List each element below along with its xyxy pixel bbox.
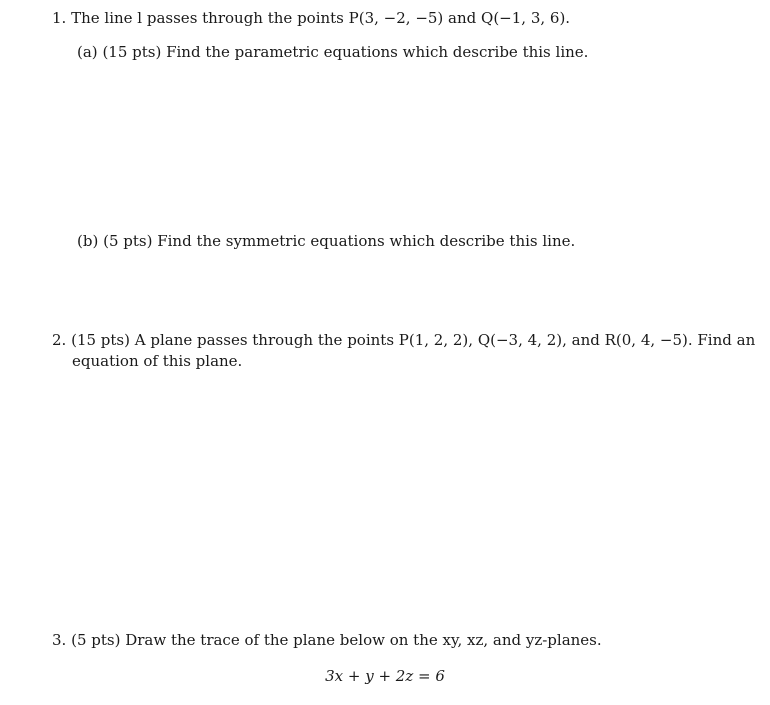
problem-1a-label: (a) [77, 43, 98, 61]
problem-1a-text: (15 pts) Find the parametric equations which describe this line. [102, 43, 589, 61]
problem-1-line [52, 8, 570, 28]
problem-1-text: The line l passes through the points P(3, −2, −5) and Q(−1, 3, 6). [71, 9, 571, 27]
problem-2-text-1: (15 pts) A plane passes through the points P(1, 2, 2), Q(−3, 4, 2), and R(0, 4, −5). Find an [71, 331, 756, 349]
problem-3-text: (5 pts) Draw the trace of the plane below on the xy, xz, and yz-planes. [71, 631, 602, 649]
problem-1b-label: (b) [77, 232, 99, 250]
problem-3-line [52, 630, 602, 650]
problem-3-number: 3. [52, 631, 67, 649]
problem-2-number: 2. [52, 331, 67, 349]
problem-2-line-1 [52, 330, 755, 350]
problem-1b-text: (5 pts) Find the symmetric equations which describe this line. [103, 232, 576, 250]
problem-3-equation: 3x + y + 2z = 6 [325, 667, 445, 685]
problem-2-text-2: equation of this plane. [72, 352, 243, 370]
problem-2-line-2 [72, 351, 242, 371]
problem-1a-line [77, 42, 588, 62]
problem-1b-line [77, 231, 575, 251]
problem-1-number: 1. [52, 9, 67, 27]
